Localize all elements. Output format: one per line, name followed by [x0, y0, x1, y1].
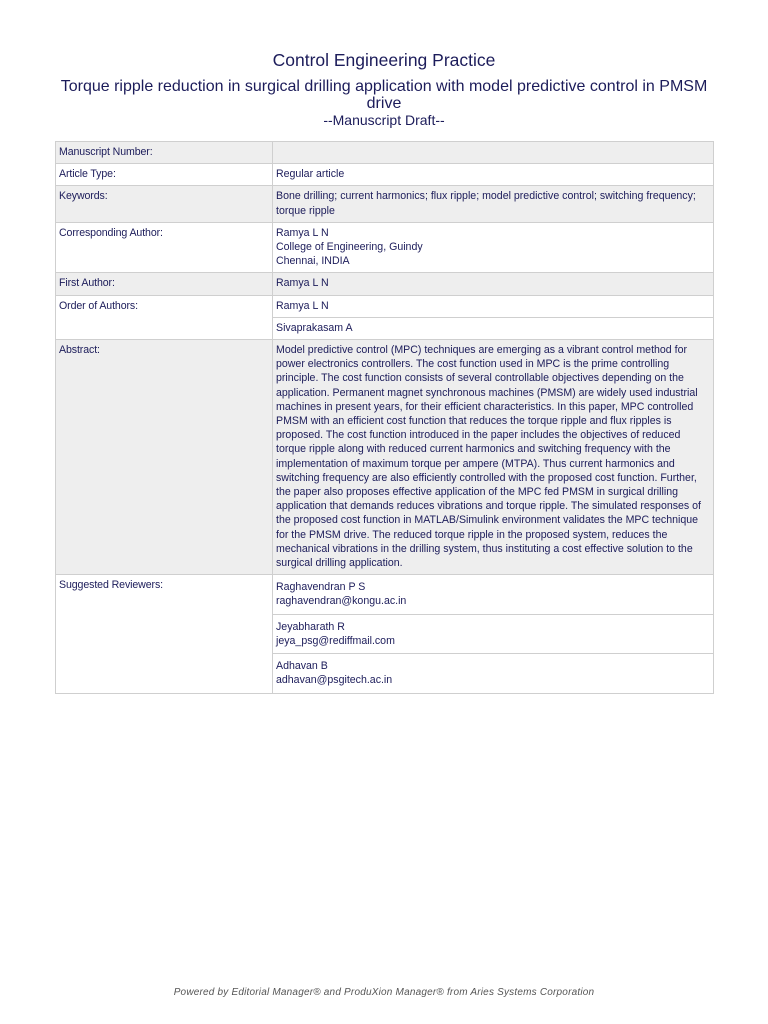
corresponding-author-label: Corresponding Author: [56, 222, 273, 273]
corresponding-author-location: Chennai, INDIA [276, 255, 350, 268]
first-author-value: Ramya L N [273, 273, 714, 295]
order-of-authors-spacer [56, 317, 273, 339]
reviewer-item [273, 575, 714, 614]
reviewer-item [273, 614, 714, 653]
first-author-label: First Author: [56, 273, 273, 295]
reviewer-email: adhavan@psgitech.ac.in [276, 674, 393, 687]
draft-label: --Manuscript Draft-- [323, 112, 445, 128]
row-suggested-reviewers-3 [56, 654, 714, 693]
row-first-author [56, 273, 714, 295]
suggested-reviewers-spacer [56, 654, 273, 693]
paper-title: Torque ripple reduction in surgical drilling application with model predictive control in PMSM drive [60, 78, 708, 112]
reviewer-name: Adhavan B [276, 660, 328, 673]
manuscript-number-value [273, 142, 714, 164]
order-of-authors-label: Order of Authors: [56, 295, 273, 317]
corresponding-author-name: Ramya L N [276, 226, 329, 239]
article-type-value: Regular article [273, 164, 714, 186]
reviewer-email: jeya_psg@rediffmail.com [276, 634, 395, 647]
footer-credit: Powered by Editorial Manager® and ProduXion Manager® from Aries Systems Corporation [173, 987, 595, 998]
manuscript-number-label: Manuscript Number: [56, 142, 273, 164]
row-order-of-authors-2 [56, 317, 714, 339]
row-article-type [56, 164, 714, 186]
abstract-label: Abstract: [56, 340, 273, 575]
corresponding-author-institution: College of Engineering, Guindy [276, 241, 423, 254]
row-corresponding-author [56, 222, 714, 273]
row-keywords [56, 186, 714, 222]
reviewer-item [273, 654, 714, 693]
row-manuscript-number [56, 142, 714, 164]
suggested-reviewers-spacer [56, 614, 273, 653]
abstract-text: Model predictive control (MPC) techniques are emerging as a vibrant control method for power electronics controllers. The cost function used in MPC is the prime controlling principle. The cost function consists of several controllable objectives depending on the application. Permanent magnet synchronous machines (PMSM) are widely used industrial machines in present years, for their efficient characteristics. In this paper, MPC controlled PMSM with an efficient cost function that reduces the torque ripple and flux ripples is proposed. The cost function introduced in the paper includes the objectives of reduced torque ripple along with reduced current harmonics and switching frequency with the implementation of maximum torque per ampere (MTPA). Thus current harmonics and switching frequency are also efficiently controlled with the proposed cost function. Further, the paper also proposes effective application of the MPC fed PMSM in surgical drilling application that demands reduces vibrations and torque ripple. The simulated responses of the proposed cost function in MATLAB/Simulink environment validates the MPC technique for the PMSM drive. The reduced torque ripple in the proposed system, reduces the mechanical vibrations in the drilling system, thus instituting a cost effective solution to the surgical drilling application. [273, 340, 714, 575]
author-item: Sivaprakasam A [273, 317, 714, 339]
suggested-reviewers-label: Suggested Reviewers: [56, 575, 273, 614]
row-order-of-authors [56, 295, 714, 317]
row-abstract [56, 340, 714, 575]
reviewer-name: Jeyabharath R [276, 620, 345, 633]
corresponding-author-value [273, 222, 714, 273]
row-suggested-reviewers [56, 575, 714, 614]
journal-title: Control Engineering Practice [272, 50, 496, 70]
author-item: Ramya L N [273, 295, 714, 317]
article-type-label: Article Type: [56, 164, 273, 186]
reviewer-name: Raghavendran P S [276, 581, 366, 594]
keywords-value: Bone drilling; current harmonics; flux ripple; model predictive control; switching frequency; torque ripple [273, 186, 714, 222]
keywords-label: Keywords: [56, 186, 273, 222]
manuscript-metadata-table [55, 141, 714, 694]
reviewer-email: raghavendran@kongu.ac.in [276, 595, 407, 608]
row-suggested-reviewers-2 [56, 614, 714, 653]
